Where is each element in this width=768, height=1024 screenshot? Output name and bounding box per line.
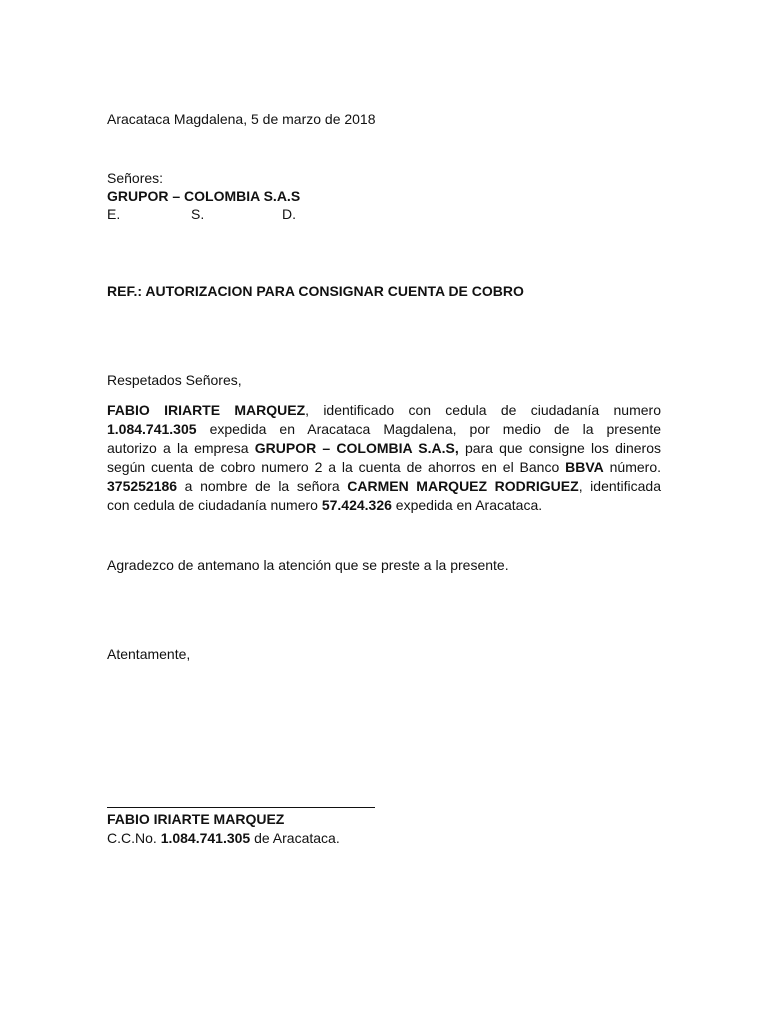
body-text: a nombre de la señora xyxy=(177,478,348,494)
signature-id xyxy=(107,829,340,848)
body-beneficiary-id: 57.424.326 xyxy=(321,497,392,513)
greeting: Respetados Señores, xyxy=(107,372,242,388)
closing: Atentamente, xyxy=(107,646,191,662)
body-row-6 xyxy=(107,496,661,515)
recipient-company: GRUPOR – COLOMBIA S.A.S xyxy=(107,188,301,204)
salutation-senores: Señores: xyxy=(107,170,164,186)
body-text: expedida en Aracataca. xyxy=(391,497,543,513)
body-company: GRUPOR – COLOMBIA S.A.S, xyxy=(254,440,459,456)
place-date: Aracataca Magdalena, 5 de marzo de 2018 xyxy=(107,111,376,127)
body-row-5 xyxy=(107,477,661,496)
body-bank: BBVA xyxy=(565,459,604,475)
body-text: expedida en Aracataca Magdalena, por medio de la presente xyxy=(196,421,661,437)
signature-id-suffix: de Aracataca. xyxy=(250,830,340,846)
signature-id-number: 1.084.741.305 xyxy=(160,830,251,846)
body-text: número. xyxy=(603,459,662,475)
esd-d: D. xyxy=(282,206,296,222)
esd-s: S. xyxy=(191,206,205,222)
body-text: con cedula de ciudadanía numero xyxy=(107,497,322,513)
body-row-1 xyxy=(107,401,661,420)
body-text: para que consigne los dineros xyxy=(458,440,661,456)
thanks-line: Agradezco de antemano la atención que se preste a la presente. xyxy=(107,557,509,573)
body-text: según cuenta de cobro numero 2 a la cuenta de ahorros en el Banco xyxy=(107,459,566,475)
body-author-name: FABIO IRIARTE MARQUEZ xyxy=(107,402,306,418)
body-text: autorizo a la empresa xyxy=(107,440,255,456)
body-text: , identificado con cedula de ciudadanía numero xyxy=(305,402,661,418)
body-account-number: 375252186 xyxy=(107,478,178,494)
body-row-4 xyxy=(107,458,661,477)
body-text: , identificada xyxy=(578,478,662,494)
reference-line: REF.: AUTORIZACION PARA CONSIGNAR CUENTA DE COBRO xyxy=(107,283,524,299)
body-row-3 xyxy=(107,439,661,458)
body-beneficiary: CARMEN MARQUEZ RODRIGUEZ xyxy=(347,478,579,494)
body-row-2 xyxy=(107,420,661,439)
body-author-id: 1.084.741.305 xyxy=(107,421,197,437)
esd-e: E. xyxy=(107,206,121,222)
signature-name: FABIO IRIARTE MARQUEZ xyxy=(107,811,285,827)
body-paragraph xyxy=(107,401,661,515)
signature-id-prefix: C.C.No. xyxy=(107,830,161,846)
signature-line xyxy=(107,807,375,808)
